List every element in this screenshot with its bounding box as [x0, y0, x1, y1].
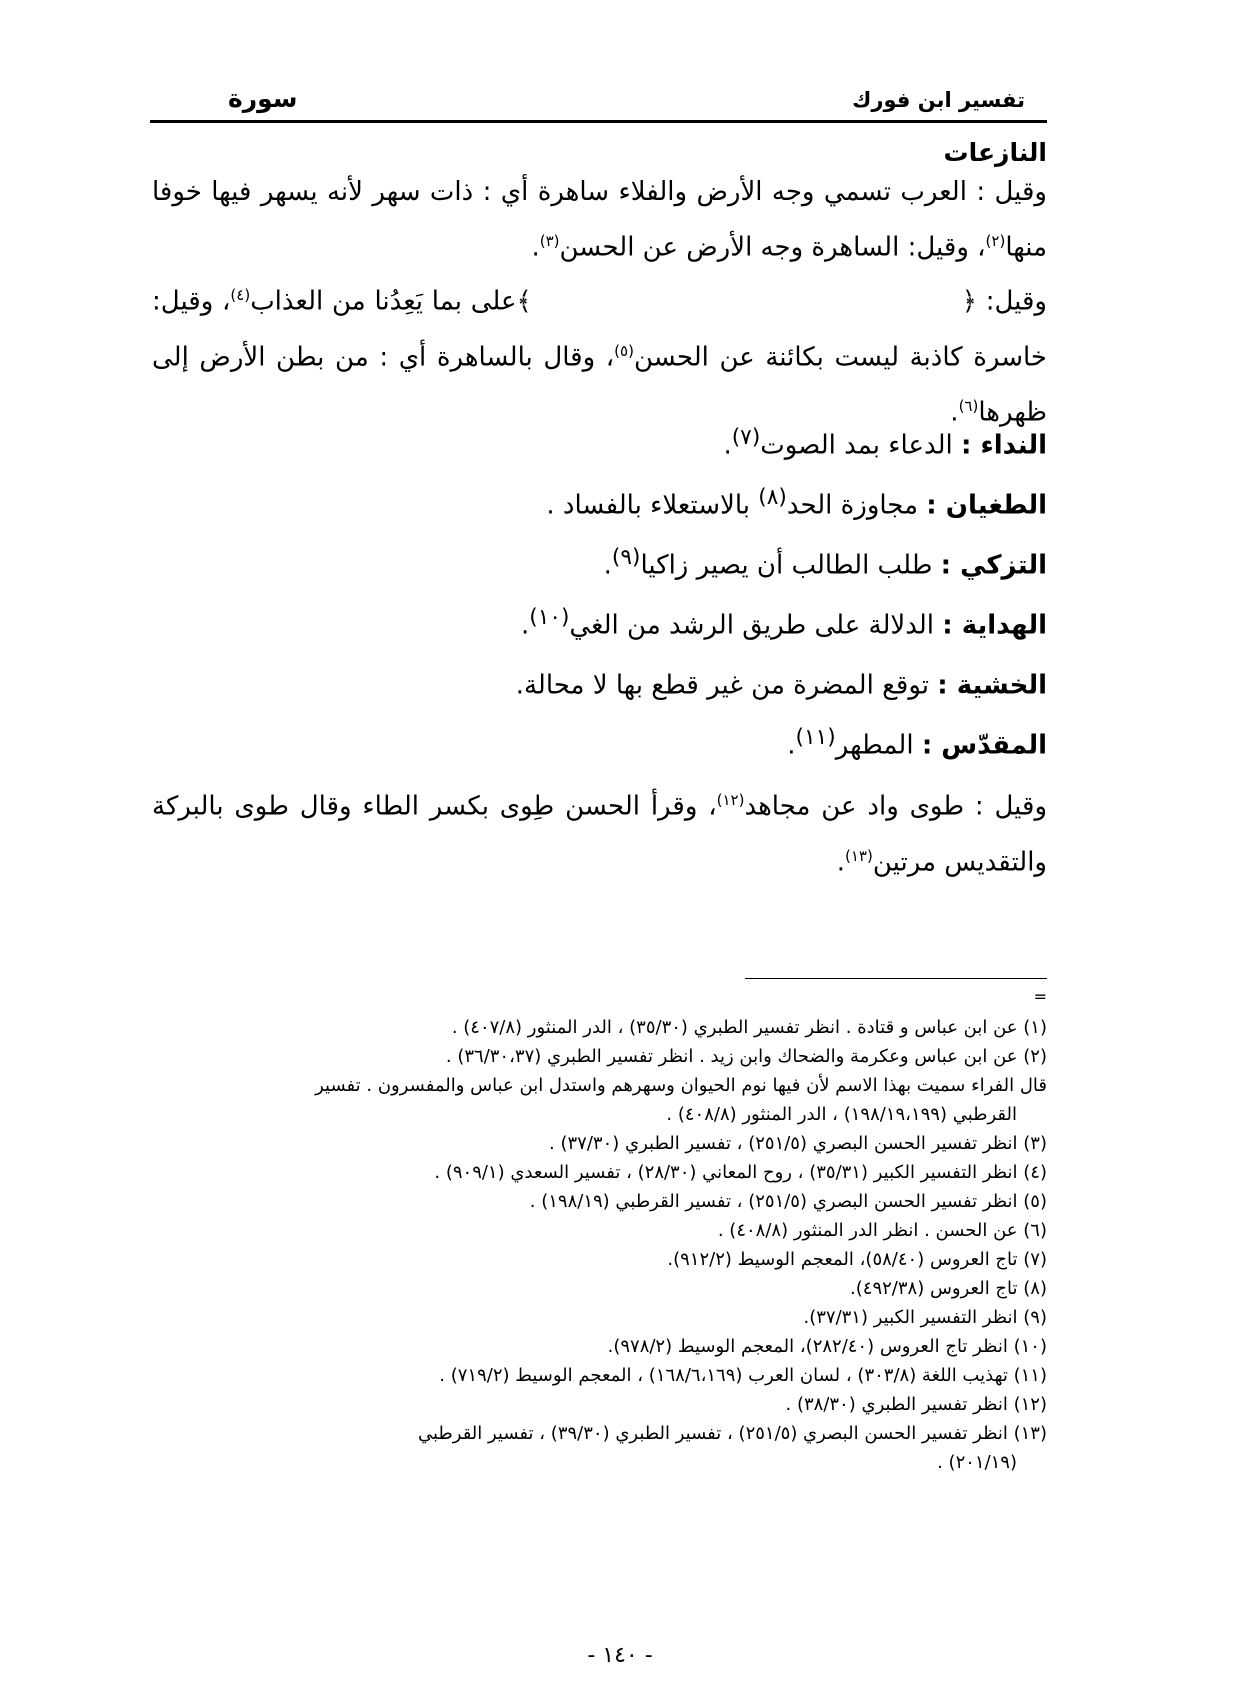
footnote: (١) عن ابن عباس و قتادة . انظر تفسير الطبري (٣٥/٣٠) ، الدر المنثور (٤٠٧/٨) .: [451, 1017, 1047, 1038]
surah-name: النازعات: [943, 138, 1047, 167]
footnote: (٦) عن الحسن . انظر الدر المنثور (٤٠٨/٨) .: [717, 1220, 1047, 1241]
term-tazakki: التزكي : طلب الطالب أن يصير زاكيا$^{(٩)}$.: [603, 545, 1047, 581]
term-word: النداء :: [961, 430, 1047, 461]
term-word: المقدّس :: [921, 730, 1047, 761]
footnote-continuation: القرطبي (١٩٨/١٩،١٩٩) ، الدر المنثور (٤٠٨/٨) .: [666, 1104, 1017, 1125]
footnote: (١٠) انظر تاج العروس (٢٨٢/٤٠)، المعجم الوسيط (٩٧٨/٢).: [607, 1336, 1047, 1357]
footnote-separator: [745, 978, 1047, 979]
footnote: (١٣) انظر تفسير الحسن البصري (٢٥١/٥) ، تفسير الطبري (٣٩/٣٠) ، تفسير القرطبي: [418, 1423, 1047, 1444]
term-khashya: الخشية : توقع المضرة من غير قطع بها لا محالة.: [515, 670, 1047, 701]
footnote-ref: (١٢): [716, 791, 745, 809]
book-title: تفسير ابن فورك: [852, 88, 1025, 112]
term-muqaddas: المقدّس : المطهر$^{(١١)}$.: [787, 725, 1047, 761]
footnote: (١٢) انظر تفسير الطبري (٣٨/٣٠) .: [785, 1394, 1047, 1415]
footnote-ref: (٢): [985, 232, 1006, 250]
footnote: (٥) انظر تفسير الحسن البصري (٢٥١/٥) ، تفسير القرطبي (١٩٨/١٩) .: [529, 1191, 1047, 1212]
footnote-ref: (١٣): [845, 846, 873, 865]
footnote-ref: (٥): [614, 341, 634, 360]
surah-label: سورة: [228, 84, 298, 113]
footnote: (٤) انظر التفسير الكبير (٣٥/٣١) ، روح المعاني (٢٨/٣٠) ، تفسير السعدي (٩٠٩/١) .: [434, 1162, 1047, 1183]
footnotes: [147, 1013, 1047, 1477]
term-word: الطغيان :: [926, 490, 1047, 521]
paragraph-tuwa: وقيل : طوى واد عن مجاهد$^{(١٢)}$، وقرأ الحسن طِوى بكسر الطاء وقال طوى بالبركة والتقديس مرتين$^{(١٣)}$.: [152, 791, 1047, 878]
footnote-ref: (٤): [230, 286, 251, 304]
footnote: (٢) عن ابن عباس وعكرمة والضحاك وابن زيد . انظر تفسير الطبري (٣٦/٣٠،٣٧) .: [445, 1046, 1047, 1067]
running-header: [150, 84, 1047, 123]
footnote: (٧) تاج العروس (٥٨/٤٠)، المعجم الوسيط (٩١٢/٢).: [667, 1249, 1047, 1270]
footnote-continuation-mark: =: [1033, 987, 1047, 1006]
footnote: (٩) انظر التفسير الكبير (٣٧/٣١).: [803, 1307, 1047, 1328]
term-tughyan: الطغيان : مجاوزة الحد$^{(٨)}$ بالاستعلاء بالفساد .: [546, 485, 1047, 521]
footnote-ref: (٣): [539, 232, 560, 250]
paragraph-sahira: وقيل : العرب تسمي وجه الأرض والفلاء ساهرة أي : ذات سهر لأنه يسهر فيها خوفا منها$^{(٢)}$، وقيل: الساهرة وجه الأرض عن الحسن$^{(٣)}$.: [152, 177, 1047, 263]
term-word: الخشية :: [937, 670, 1047, 701]
paragraph-hafira: وقيل: ﴿﴾على بما يَعِدُنا من العذاب$^{(٤)}$، وقيل: خاسرة كاذبة ليست بكائنة عن الحسن$^{(٥)}$، وقال بالساهرة أي : من بطن الأرض إلى ظهرها$^{(٦)}$.: [152, 286, 1048, 428]
footnote-continuation: (٢٠١/١٩) .: [937, 1452, 1017, 1473]
term-nida: النداء : الدعاء بمد الصوت$^{(٧)}$.: [723, 425, 1047, 461]
term-word: التزكي :: [940, 550, 1047, 581]
footnote: قال الفراء سميت بهذا الاسم لأن فيها نوم الحيوان وسهرهم واستدل ابن عباس والمفسرون . تفسير: [315, 1075, 1047, 1096]
term-word: الهداية :: [942, 610, 1047, 641]
term-hidaya: الهداية : الدلالة على طريق الرشد من الغي$^{(١٠)}$.: [520, 605, 1047, 641]
footnote: (٨) تاج العروس (٤٩٢/٣٨).: [850, 1278, 1047, 1299]
footnote: (٣) انظر تفسير الحسن البصري (٢٥١/٥) ، تفسير الطبري (٣٧/٣٠) .: [549, 1133, 1047, 1154]
footnote-ref: (٦): [958, 397, 979, 416]
page-number: - ١٤٠ -: [587, 1643, 653, 1668]
footnote: (١١) تهذيب اللغة (٣٠٣/٨) ، لسان العرب (١٦٨/٦،١٦٩) ، المعجم الوسيط (٧١٩/٢) .: [439, 1365, 1047, 1386]
